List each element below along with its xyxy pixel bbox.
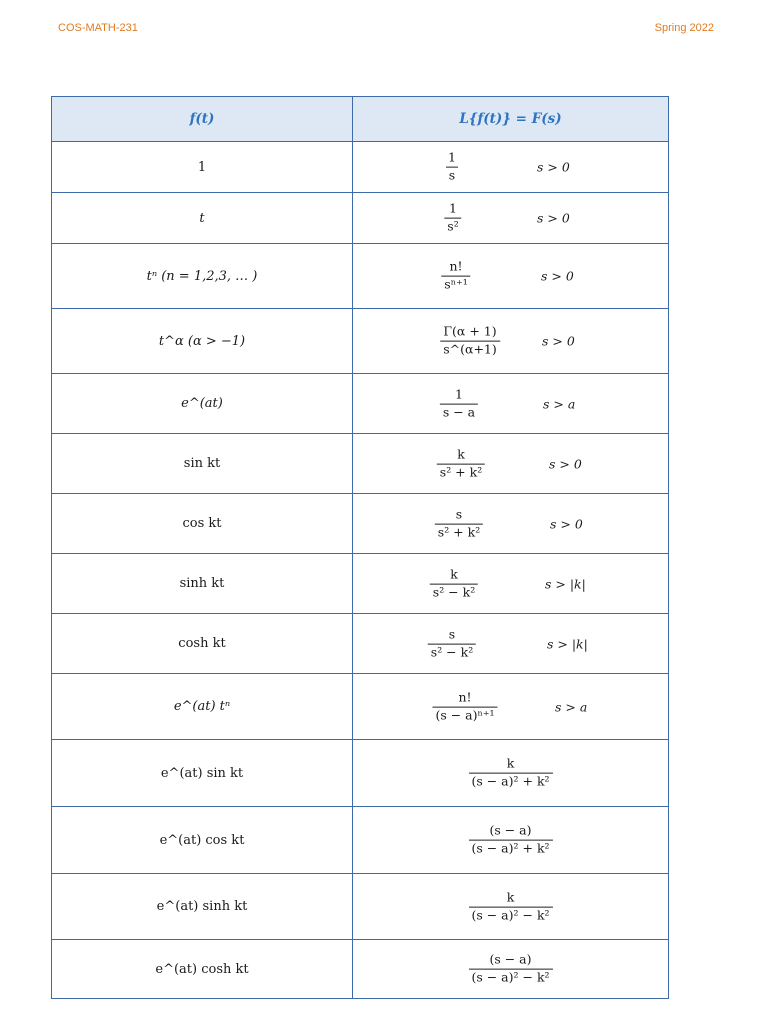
numerator: (s − a) <box>489 822 532 838</box>
denominator: (s − a)² + k² <box>468 773 552 789</box>
fraction <box>444 202 461 235</box>
fs-cell <box>353 807 669 874</box>
numerator: k <box>457 446 465 462</box>
ft-cell: e^(at) tⁿ <box>52 674 353 740</box>
condition: s > |k| <box>545 576 586 591</box>
ft-cell: 1 <box>52 142 353 193</box>
numerator: s <box>455 506 463 522</box>
course-code: COS-MATH-231 <box>58 22 138 34</box>
denominator: s² + k² <box>437 464 485 480</box>
table-row <box>52 874 669 940</box>
col-header-ft: f(t) <box>52 97 353 142</box>
denominator: (s − a)² − k² <box>468 969 552 985</box>
table-row <box>52 554 669 614</box>
ft-cell: cosh kt <box>52 614 353 674</box>
fs-cell <box>353 142 669 193</box>
ft-cell: e^(at) sinh kt <box>52 874 353 940</box>
fraction <box>468 824 552 857</box>
fraction <box>468 757 552 790</box>
col-header-fs: L{f(t)} = F(s) <box>353 97 669 142</box>
table-row <box>52 807 669 874</box>
denominator: s <box>446 167 458 183</box>
numerator: n! <box>458 689 472 705</box>
condition: s > a <box>543 396 576 411</box>
denominator: s − a <box>440 404 478 420</box>
fs-cell <box>353 494 669 554</box>
laplace-transform-table <box>51 96 669 999</box>
numerator: Γ(α + 1) <box>443 323 497 339</box>
fraction <box>468 953 552 986</box>
condition: s > 0 <box>537 210 570 226</box>
fraction <box>445 151 459 184</box>
ft-cell: sin kt <box>52 434 353 494</box>
numerator: k <box>506 755 515 771</box>
table-row <box>52 674 669 740</box>
fraction <box>468 890 552 923</box>
fraction <box>428 627 476 660</box>
condition: s > 0 <box>542 333 575 349</box>
fraction <box>432 690 497 723</box>
denominator: s² − k² <box>430 584 478 600</box>
table-row <box>52 142 669 193</box>
fs-cell <box>353 244 669 309</box>
denominator: (s − a)² − k² <box>468 907 552 923</box>
fraction <box>430 567 478 600</box>
denominator: (s − a)² + k² <box>468 840 552 856</box>
table-header-row <box>52 97 669 142</box>
ft-cell: e^(at) cosh kt <box>52 940 353 999</box>
fs-cell <box>353 309 669 374</box>
denominator: s² + k² <box>435 524 483 540</box>
denominator: s² − k² <box>428 644 476 660</box>
condition: s > 0 <box>549 456 582 471</box>
table-row <box>52 309 669 374</box>
condition: s > |k| <box>547 636 588 651</box>
table-row <box>52 940 669 999</box>
fs-cell <box>353 674 669 740</box>
fraction <box>440 387 478 420</box>
denominator: s^(α+1) <box>440 341 500 357</box>
numerator: 1 <box>455 386 463 402</box>
condition: s > 0 <box>537 159 570 175</box>
ft-cell: tⁿ (n = 1,2,3, … ) <box>52 244 353 309</box>
term-label: Spring 2022 <box>654 22 714 34</box>
numerator: n! <box>449 258 463 274</box>
ft-cell: cos kt <box>52 494 353 554</box>
condition: s > 0 <box>541 268 574 284</box>
fraction <box>440 325 500 358</box>
fraction <box>435 507 483 540</box>
numerator: k <box>506 889 515 905</box>
fs-cell <box>353 614 669 674</box>
ft-cell: e^(at) <box>52 374 353 434</box>
fraction <box>441 260 470 293</box>
numerator: (s − a) <box>489 951 532 967</box>
fs-cell <box>353 434 669 494</box>
ft-cell: t <box>52 193 353 244</box>
fraction <box>437 447 485 480</box>
ft-cell: sinh kt <box>52 554 353 614</box>
condition: s > a <box>555 699 588 714</box>
fs-cell <box>353 740 669 807</box>
table-row <box>52 374 669 434</box>
table-row <box>52 434 669 494</box>
denominator: s² <box>444 218 461 234</box>
numerator: k <box>450 566 458 582</box>
ft-cell: e^(at) sin kt <box>52 740 353 807</box>
fs-cell <box>353 940 669 999</box>
denominator: (s − a)ⁿ⁺¹ <box>432 707 497 723</box>
fs-cell <box>353 193 669 244</box>
numerator: s <box>448 626 456 642</box>
fs-cell <box>353 554 669 614</box>
fs-cell <box>353 374 669 434</box>
table-row <box>52 740 669 807</box>
table-row <box>52 494 669 554</box>
ft-cell: t^α (α > −1) <box>52 309 353 374</box>
fs-cell <box>353 874 669 940</box>
denominator: sⁿ⁺¹ <box>441 276 470 292</box>
numerator: 1 <box>448 149 456 165</box>
table-row <box>52 244 669 309</box>
table-row <box>52 614 669 674</box>
table-row <box>52 193 669 244</box>
condition: s > 0 <box>550 516 583 531</box>
ft-cell: e^(at) cos kt <box>52 807 353 874</box>
numerator: 1 <box>449 200 457 216</box>
